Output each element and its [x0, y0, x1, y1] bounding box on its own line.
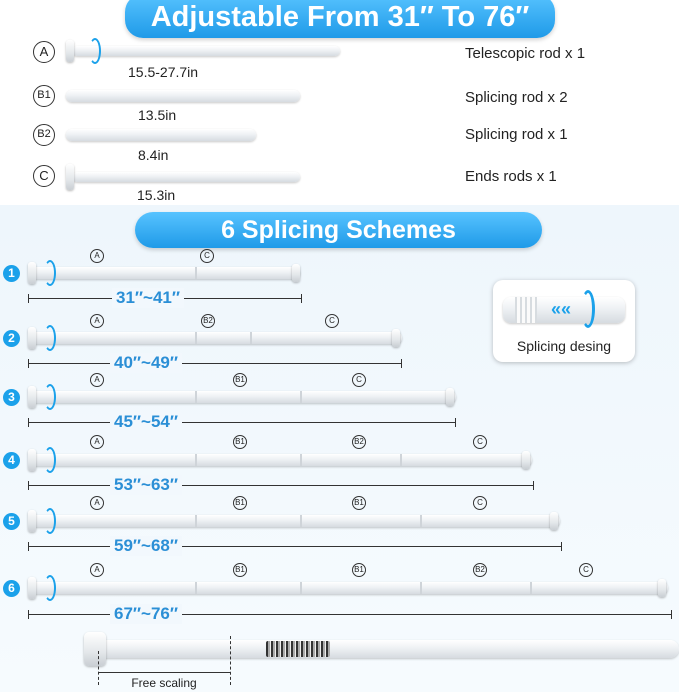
scheme-joint	[195, 391, 197, 403]
scheme-joint	[250, 332, 252, 344]
scheme-range: 45″~54″	[110, 412, 182, 432]
bottom-rod	[96, 640, 679, 658]
scheme-rod	[30, 332, 402, 344]
scheme-badge: A	[90, 249, 104, 263]
scheme-rod-cap	[522, 451, 530, 469]
scheme-number: 6	[3, 580, 20, 597]
rotate-arrow-icon	[44, 325, 56, 351]
part-label-a: Telescopic rod x 1	[465, 45, 586, 62]
scheme-range: 53″~63″	[110, 475, 182, 495]
scheme-rod	[30, 391, 456, 403]
part-label-b1: Splicing rod x 2	[465, 89, 568, 106]
part-rod-b2	[66, 129, 256, 141]
scheme-measure-tick	[28, 359, 29, 368]
scheme-joint	[300, 515, 302, 527]
scheme-badge: C	[579, 563, 593, 577]
scheme-rod-cap	[28, 327, 36, 349]
scheme-measure-tick	[561, 542, 562, 551]
scheme-joint	[300, 391, 302, 403]
free-scaling-line	[98, 672, 230, 673]
rotate-arrow-icon	[44, 260, 56, 286]
scheme-badge: A	[90, 563, 104, 577]
scheme-rod-cap	[28, 510, 36, 532]
scheme-badge: C	[352, 373, 366, 387]
scheme-badge: C	[200, 249, 214, 263]
rotate-arrow-icon	[89, 38, 101, 64]
rotate-arrow-icon	[581, 290, 595, 328]
part-rod-c	[72, 172, 300, 182]
part-rod-b1	[66, 90, 300, 102]
part-size-a: 15.5-27.7in	[128, 64, 199, 80]
free-scaling-marker	[230, 636, 231, 685]
rotate-arrow-icon	[44, 384, 56, 410]
scheme-measure-line	[28, 422, 456, 423]
scheme-measure-line	[28, 363, 402, 364]
headline-banner	[125, 0, 555, 38]
scheme-measure-tick	[401, 359, 402, 368]
scheme-number: 5	[3, 513, 20, 530]
scheme-measure-tick	[455, 418, 456, 427]
scheme-badge: B1	[233, 373, 247, 387]
scheme-range: 67″~76″	[110, 604, 182, 624]
splice-arrows-icon: ««	[551, 299, 572, 319]
schemes-banner	[135, 212, 542, 248]
inset-rod-thread	[515, 297, 537, 323]
scheme-badge: A	[90, 314, 104, 328]
scheme-measure-tick	[28, 294, 29, 303]
scheme-range: 40″~49″	[110, 353, 182, 373]
scheme-measure-tick	[28, 481, 29, 490]
rotate-arrow-icon	[44, 575, 56, 601]
part-size-c: 15.3in	[137, 187, 176, 203]
scheme-range: 59″~68″	[110, 536, 182, 556]
scheme-joint	[300, 582, 302, 594]
part-rod-cap	[66, 40, 74, 62]
part-badge-b2: B2	[33, 124, 55, 146]
scheme-measure-tick	[533, 481, 534, 490]
scheme-rod-cap	[28, 386, 36, 408]
scheme-joint	[195, 454, 197, 466]
scheme-rod-cap	[28, 262, 36, 284]
scheme-badge: B1	[352, 563, 366, 577]
splicing-design-inset	[493, 280, 635, 362]
scheme-range: 31″~41″	[112, 288, 184, 308]
scheme-rod	[30, 515, 560, 527]
scheme-joint	[420, 515, 422, 527]
part-size-b2: 8.4in	[138, 147, 169, 163]
scheme-measure-tick	[28, 542, 29, 551]
part-badge-a: A	[33, 41, 55, 63]
scheme-measure-tick	[301, 294, 302, 303]
scheme-measure-tick	[28, 418, 29, 427]
scheme-rod-cap	[658, 579, 666, 597]
scheme-badge: B2	[201, 314, 215, 328]
scheme-joint	[195, 267, 197, 279]
scheme-badge: C	[473, 496, 487, 510]
scheme-rod	[30, 267, 300, 279]
inset-label: Splicing desing	[516, 338, 612, 354]
scheme-measure-tick	[671, 610, 672, 619]
scheme-badge: C	[473, 435, 487, 449]
bottom-rod-cap	[84, 632, 106, 666]
scheme-number: 2	[3, 330, 20, 347]
scheme-rod-cap	[28, 449, 36, 471]
scheme-badge: A	[90, 496, 104, 510]
scheme-rod	[30, 582, 668, 594]
scheme-rod-cap	[28, 577, 36, 599]
scheme-number: 1	[3, 265, 20, 282]
scheme-joint	[300, 454, 302, 466]
scheme-measure-line	[28, 485, 534, 486]
scheme-measure-tick	[28, 610, 29, 619]
scheme-rod-cap	[446, 388, 454, 406]
scheme-badge: A	[90, 373, 104, 387]
part-label-c: Ends rods x 1	[465, 168, 557, 185]
part-rod-cap	[66, 164, 74, 190]
scheme-badge: C	[325, 314, 339, 328]
scheme-rod-cap	[550, 512, 558, 530]
scheme-joint	[195, 515, 197, 527]
scheme-joint	[530, 582, 532, 594]
part-rod-a	[72, 46, 340, 56]
scheme-measure-line	[28, 546, 562, 547]
scheme-joint	[400, 454, 402, 466]
scheme-badge: B1	[233, 563, 247, 577]
scheme-joint	[195, 582, 197, 594]
scheme-number: 3	[3, 389, 20, 406]
free-scaling-label: Free scaling	[131, 676, 197, 690]
scheme-number: 4	[3, 452, 20, 469]
scheme-badge: B2	[473, 563, 487, 577]
part-badge-b1: B1	[33, 85, 55, 107]
part-badge-c: C	[33, 165, 55, 187]
rotate-arrow-icon	[44, 508, 56, 534]
scheme-badge: B1	[233, 435, 247, 449]
rotate-arrow-icon	[44, 447, 56, 473]
scheme-badge: A	[90, 435, 104, 449]
scheme-badge: B1	[233, 496, 247, 510]
scheme-joint	[195, 332, 197, 344]
headline-text: Adjustable From 31″ To 76″	[150, 1, 530, 33]
part-size-b1: 13.5in	[138, 107, 177, 123]
scheme-rod-cap	[292, 264, 300, 282]
part-label-b2: Splicing rod x 1	[465, 126, 568, 143]
spring-icon	[266, 641, 330, 657]
scheme-badge: B2	[352, 435, 366, 449]
scheme-rod-cap	[392, 329, 400, 347]
schemes-title: 6 Splicing Schemes	[221, 216, 456, 244]
scheme-badge: B1	[352, 496, 366, 510]
scheme-joint	[420, 582, 422, 594]
scheme-rod	[30, 454, 532, 466]
